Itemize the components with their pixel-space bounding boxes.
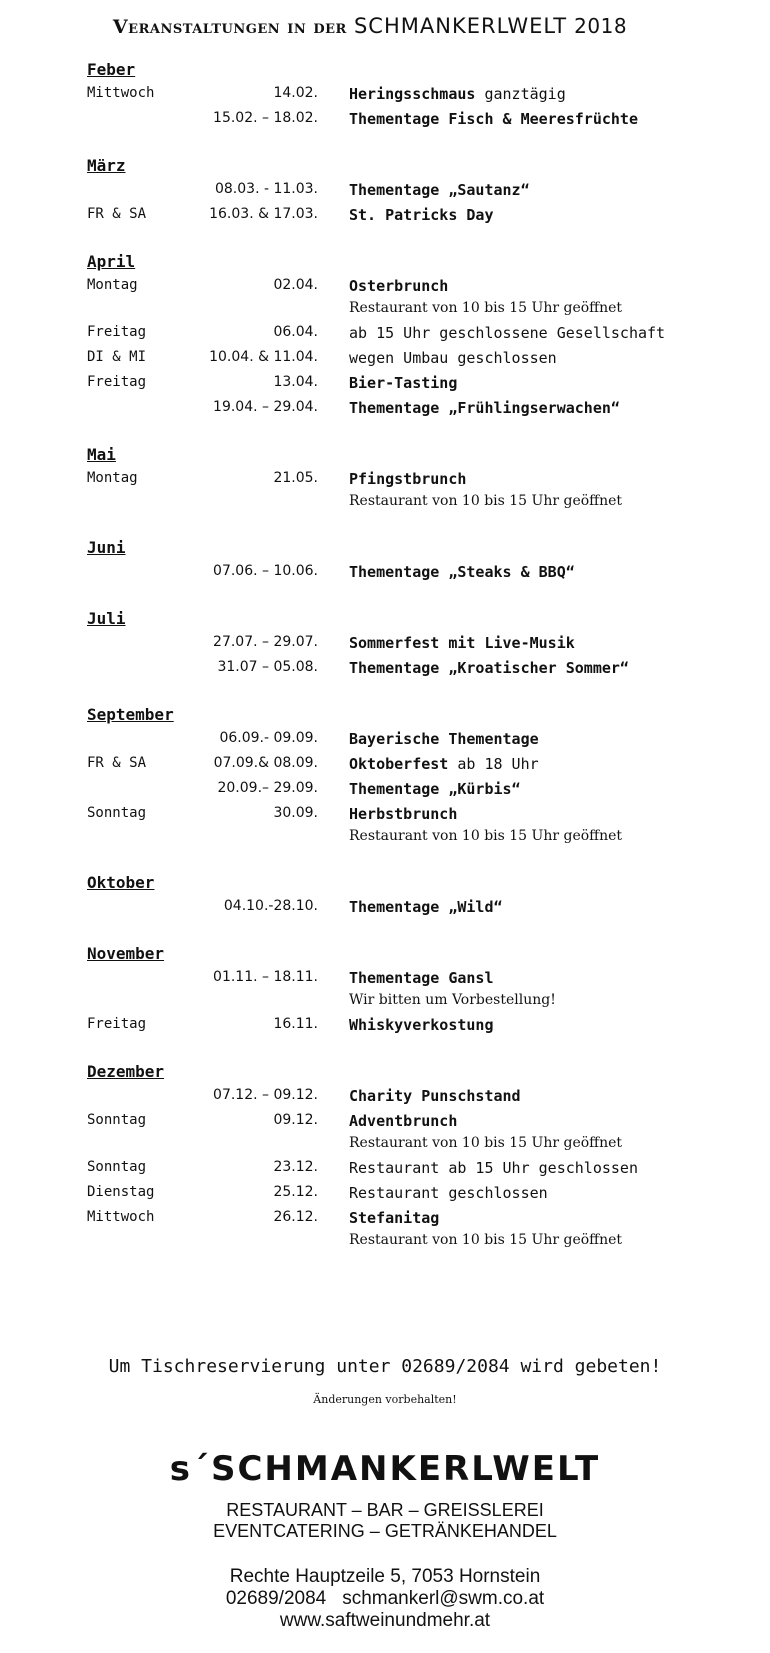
event-row	[0, 82, 770, 107]
event-day: Montag	[87, 470, 138, 486]
event-day: Freitag	[87, 324, 147, 340]
event-title	[349, 634, 575, 652]
event-row	[0, 396, 770, 421]
event-date: 30.09.	[273, 805, 318, 821]
event-note: Restaurant von 10 bis 15 Uhr geöffnet	[349, 1135, 623, 1151]
event-row	[0, 802, 770, 827]
event-note-row	[0, 827, 770, 849]
event-title	[349, 374, 457, 392]
month-heading: Feber	[87, 60, 136, 79]
page-title	[0, 14, 740, 38]
event-title-rest: Restaurant ab 15 Uhr geschlossen	[349, 1159, 638, 1177]
event-date: 27.07. – 29.07.	[213, 634, 318, 650]
event-row	[0, 1013, 770, 1038]
event-row	[0, 752, 770, 777]
event-title	[349, 349, 557, 367]
event-date: 15.02. – 18.02.	[213, 110, 318, 126]
event-date: 16.11.	[273, 1016, 318, 1032]
event-title-bold: Heringsschmaus	[349, 85, 476, 103]
event-title	[349, 780, 521, 798]
event-row	[0, 1156, 770, 1181]
month-heading: April	[87, 252, 136, 271]
event-title-bold: Thementage „Steaks & BBQ“	[349, 563, 575, 581]
event-day: Mittwoch	[87, 1209, 155, 1225]
event-title-bold: Charity Punschstand	[349, 1087, 521, 1105]
month-section	[0, 1059, 770, 1253]
event-title	[349, 1159, 638, 1177]
event-date: 16.03. & 17.03.	[209, 206, 318, 222]
footer-tagline-1: RESTAURANT – BAR – GREISSLEREI	[226, 1500, 544, 1520]
event-note-row	[0, 991, 770, 1013]
footer-brand-logo: s´SCHMANKERLWELT	[169, 1449, 601, 1489]
event-title-bold: Herbstbrunch	[349, 805, 458, 823]
event-date: 26.12.	[273, 1209, 318, 1225]
event-day: DI & MI	[87, 349, 147, 365]
event-title	[349, 898, 503, 916]
event-title	[349, 969, 494, 987]
event-date: 07.12. – 09.12.	[213, 1087, 318, 1103]
event-title-bold: Whiskyverkostung	[349, 1016, 494, 1034]
event-title	[349, 324, 665, 342]
title-prefix: Veranstaltungen in der	[112, 16, 347, 38]
event-date: 21.05.	[273, 470, 318, 486]
event-date: 13.04.	[273, 374, 318, 390]
event-note-row	[0, 1231, 770, 1253]
event-title-rest: Restaurant geschlossen	[349, 1184, 548, 1202]
month-heading: Juni	[87, 538, 126, 557]
event-day: FR & SA	[87, 755, 147, 771]
event-row	[0, 321, 770, 346]
event-title-bold: Thementage „Kürbis“	[349, 780, 521, 798]
event-title-bold: Osterbrunch	[349, 277, 449, 295]
event-note: Restaurant von 10 bis 15 Uhr geöffnet	[349, 493, 623, 509]
event-date: 23.12.	[273, 1159, 318, 1175]
event-title	[349, 399, 620, 417]
event-date: 06.09.- 09.09.	[219, 730, 318, 746]
event-title-bold: Thementage „Sautanz“	[349, 181, 530, 199]
event-title-bold: St. Patricks Day	[349, 206, 494, 224]
event-date: 20.09.– 29.09.	[217, 780, 318, 796]
event-row	[0, 1206, 770, 1231]
event-row	[0, 107, 770, 132]
event-date: 02.04.	[273, 277, 318, 293]
event-row	[0, 656, 770, 681]
event-date: 01.11. – 18.11.	[213, 969, 318, 985]
month-section	[0, 153, 770, 228]
footer-contact	[0, 1588, 770, 1610]
event-title	[349, 563, 575, 581]
event-date: 09.12.	[273, 1112, 318, 1128]
event-title	[349, 659, 629, 677]
month-heading: September	[87, 705, 174, 724]
event-note-row	[0, 299, 770, 321]
month-heading: Dezember	[87, 1062, 165, 1081]
event-date: 14.02.	[273, 85, 318, 101]
event-title-rest: ab 18 Uhr	[448, 755, 539, 773]
event-row	[0, 631, 770, 656]
month-heading: Mai	[87, 445, 116, 464]
event-row	[0, 203, 770, 228]
event-date: 07.09.& 08.09.	[213, 755, 318, 771]
event-title-bold: Thementage Fisch & Meeresfrüchte	[349, 110, 638, 128]
event-day: Montag	[87, 277, 138, 293]
event-title-bold: Thementage „Frühlingserwachen“	[349, 399, 620, 417]
event-day: Freitag	[87, 1016, 147, 1032]
event-day: Sonntag	[87, 1159, 147, 1175]
event-title	[349, 277, 448, 295]
event-row	[0, 371, 770, 396]
event-day: Sonntag	[87, 1112, 147, 1128]
event-title	[349, 1184, 548, 1202]
event-day: Mittwoch	[87, 85, 155, 101]
event-title	[349, 110, 638, 128]
event-day: FR & SA	[87, 206, 147, 222]
event-date: 06.04.	[273, 324, 318, 340]
footer-email-link[interactable]: schmankerl@swm.co.at	[342, 1588, 545, 1609]
event-title-bold: Sommerfest mit Live-Musik	[349, 634, 575, 652]
month-heading: Oktober	[87, 873, 155, 892]
event-title	[349, 85, 566, 103]
event-title	[349, 1209, 439, 1227]
event-date: 04.10.-28.10.	[223, 898, 318, 914]
reservation-note: Um Tischreservierung unter 02689/2084 wird gebeten!	[108, 1356, 662, 1377]
event-title-bold: Thementage Gansl	[349, 969, 494, 987]
event-row	[0, 1181, 770, 1206]
event-row	[0, 1109, 770, 1134]
event-title-bold: Stefanitag	[349, 1209, 440, 1227]
title-year: 2018	[574, 14, 628, 38]
event-row	[0, 178, 770, 203]
event-title-bold: Pfingstbrunch	[349, 470, 467, 488]
event-title	[349, 1016, 494, 1034]
event-title-bold: Adventbrunch	[349, 1112, 458, 1130]
event-title-bold: Oktoberfest	[349, 755, 449, 773]
event-date: 31.07 – 05.08.	[217, 659, 318, 675]
event-title	[349, 755, 539, 773]
event-title	[349, 1087, 521, 1105]
month-section	[0, 941, 770, 1038]
event-row	[0, 895, 770, 920]
month-section	[0, 870, 770, 920]
event-row	[0, 966, 770, 991]
event-row	[0, 560, 770, 585]
footer-website-link[interactable]: www.saftweinundmehr.at	[279, 1610, 491, 1631]
event-date: 08.03. - 11.03.	[214, 181, 318, 197]
event-title-bold: Bier-Tasting	[349, 374, 458, 392]
event-row	[0, 1084, 770, 1109]
event-calendar	[0, 57, 770, 1274]
event-note: Wir bitten um Vorbestellung!	[349, 992, 556, 1008]
footer-address: Rechte Hauptzeile 5, 7053 Hornstein	[229, 1566, 541, 1587]
month-section	[0, 57, 770, 132]
event-title	[349, 470, 466, 488]
event-day: Freitag	[87, 374, 147, 390]
event-row	[0, 346, 770, 371]
event-title	[349, 1112, 457, 1130]
footer-phone: 02689/2084	[225, 1588, 327, 1609]
event-title	[349, 206, 494, 224]
title-brand: SCHMANKERLWELT	[353, 14, 568, 38]
event-row	[0, 274, 770, 299]
event-row	[0, 727, 770, 752]
month-section	[0, 535, 770, 585]
event-title-bold: Thementage „Kroatischer Sommer“	[349, 659, 629, 677]
event-note: Restaurant von 10 bis 15 Uhr geöffnet	[349, 828, 623, 844]
event-title-rest: ab 15 Uhr geschlossene Gesellschaft	[349, 324, 666, 342]
event-date: 07.06. – 10.06.	[213, 563, 318, 579]
event-title	[349, 730, 539, 748]
changes-note: Änderungen vorbehalten!	[313, 1393, 457, 1406]
footer-tagline-2: EVENTCATERING – GETRÄNKEHANDEL	[213, 1521, 557, 1541]
event-date: 10.04. & 11.04.	[209, 349, 318, 365]
event-title-bold: Thementage „Wild“	[349, 898, 503, 916]
month-heading: März	[87, 156, 126, 175]
event-day: Sonntag	[87, 805, 147, 821]
month-section	[0, 702, 770, 849]
event-date: 19.04. – 29.04.	[213, 399, 318, 415]
event-title-bold: Bayerische Thementage	[349, 730, 539, 748]
event-row	[0, 777, 770, 802]
event-date: 25.12.	[273, 1184, 318, 1200]
month-heading: November	[87, 944, 165, 963]
event-note-row	[0, 492, 770, 514]
event-title	[349, 181, 530, 199]
month-heading: Juli	[87, 609, 126, 628]
event-day: Dienstag	[87, 1184, 155, 1200]
event-note: Restaurant von 10 bis 15 Uhr geöffnet	[349, 300, 623, 316]
event-note: Restaurant von 10 bis 15 Uhr geöffnet	[349, 1232, 623, 1248]
month-section	[0, 606, 770, 681]
event-title-rest: ganztägig	[475, 85, 566, 103]
event-title	[349, 805, 457, 823]
event-note-row	[0, 1134, 770, 1156]
month-section	[0, 442, 770, 514]
event-title-rest: wegen Umbau geschlossen	[349, 349, 557, 367]
event-row	[0, 467, 770, 492]
month-section	[0, 249, 770, 421]
